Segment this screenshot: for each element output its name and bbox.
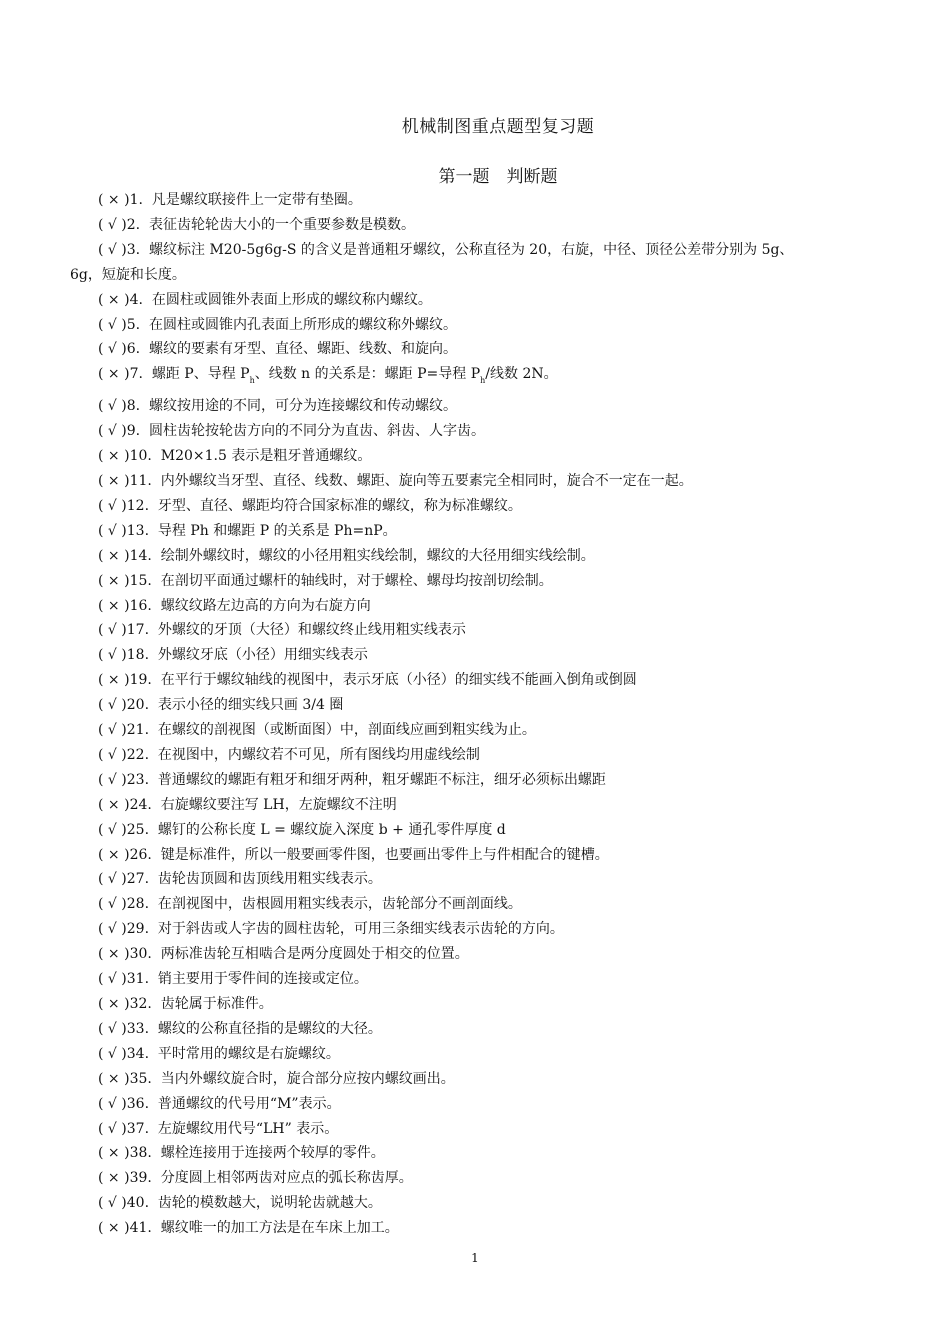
question-item xyxy=(70,867,900,892)
answer-mark: ( √ ) xyxy=(98,497,127,514)
question-number: 32. xyxy=(129,996,152,1012)
question-item xyxy=(70,288,900,313)
question-text: 齿轮的模数越大，说明轮齿就越大。 xyxy=(157,1195,382,1212)
answer-mark: ( × ) xyxy=(98,366,130,383)
question-item xyxy=(70,1191,900,1216)
question-text: 螺纹的公称直径指的是螺纹的大径。 xyxy=(157,1020,382,1037)
question-item xyxy=(70,818,900,843)
question-number: 16. xyxy=(129,597,152,614)
question-number: 28. xyxy=(126,896,150,913)
question-text: 螺钉的公称长度 L = 螺纹旋入深度 b + 通孔零件厚度 d xyxy=(157,821,506,838)
question-text: 在剖切平面通过螺杆的轴线时，对于螺栓、螺母均按剖切绘制。 xyxy=(160,572,553,589)
question-text: M20×1.5 表示是粗牙普通螺纹。 xyxy=(160,448,372,465)
question-text: 在视图中，内螺纹若不可见，所有图线均用虚线绘制 xyxy=(157,746,480,763)
question-item xyxy=(70,843,900,868)
question-text: 键是标准件，所以一般要画零件图，也要画出零件上与件相配合的键槽。 xyxy=(160,846,609,863)
question-item xyxy=(70,569,900,594)
question-text: 分度圆上相邻两齿对应点的弧长称齿厚。 xyxy=(160,1170,413,1187)
question-text: 螺距 P、导程 P xyxy=(151,366,250,383)
page-number: 1 xyxy=(471,1251,479,1265)
question-item xyxy=(70,743,900,768)
question-text: 内外螺纹当牙型、直径、线数、螺距、旋向等五要素完全相同时，旋合不一定在一起。 xyxy=(160,472,693,489)
question-item xyxy=(70,992,900,1017)
question-number: 37. xyxy=(126,1120,150,1137)
question-text: 、线数 n 的关系是：螺距 P=导程 P xyxy=(254,366,481,383)
question-text: 在螺纹的剖视图（或断面图）中，剖面线应画到粗实线为止。 xyxy=(157,722,536,739)
question-text: 表征齿轮轮齿大小的一个重要参数是模数。 xyxy=(149,216,416,233)
question-number: 19. xyxy=(129,672,152,689)
question-text: 螺纹标注 M20-5g6g-S 的含义是普通粗牙螺纹，公称直径为 20，右旋，中径、顶径公差带分别为 5g、 xyxy=(149,241,794,258)
question-text: 左旋螺纹用代号“LH” 表示。 xyxy=(157,1120,339,1137)
answer-mark: ( × ) xyxy=(98,796,130,813)
question-number: 8. xyxy=(126,398,141,415)
answer-mark: ( × ) xyxy=(98,946,130,963)
question-text: 导程 Ph 和螺距 P 的关系是 Ph=nP。 xyxy=(157,522,397,539)
question-item xyxy=(70,213,900,238)
answer-mark: ( × ) xyxy=(98,1220,130,1237)
question-number: 33. xyxy=(126,1020,150,1037)
answer-mark: ( √ ) xyxy=(98,1120,127,1137)
question-number: 1. xyxy=(129,192,143,208)
question-text-continued: 6g，短旋和长度。 xyxy=(70,266,186,283)
question-number: 41. xyxy=(129,1220,152,1237)
question-item xyxy=(70,1017,900,1042)
question-text: 螺纹纹路左边高的方向为右旋方向 xyxy=(160,597,371,614)
question-number: 27. xyxy=(126,871,150,888)
question-number: 3. xyxy=(126,241,141,258)
question-number: 9. xyxy=(126,423,141,440)
question-item xyxy=(70,594,900,619)
answer-mark: ( √ ) xyxy=(98,216,127,233)
question-item xyxy=(70,1141,900,1166)
question-number: 20. xyxy=(126,697,150,714)
question-number: 35. xyxy=(129,1070,152,1087)
question-text: 当内外螺纹旋合时，旋合部分应按内螺纹画出。 xyxy=(160,1070,455,1087)
question-text: 右旋螺纹要注写 LH，左旋螺纹不注明 xyxy=(160,796,397,813)
question-number: 40. xyxy=(126,1195,150,1212)
question-item xyxy=(70,1067,900,1092)
answer-mark: ( √ ) xyxy=(98,241,127,258)
question-number: 15. xyxy=(129,572,152,589)
answer-mark: ( √ ) xyxy=(98,871,127,888)
question-text: 牙型、直径、螺距均符合国家标准的螺纹，称为标准螺纹。 xyxy=(157,497,522,514)
question-number: 24. xyxy=(129,796,152,813)
question-number: 6. xyxy=(126,341,141,358)
question-text: 螺纹按用途的不同，可分为连接螺纹和传动螺纹。 xyxy=(149,398,458,415)
answer-mark: ( √ ) xyxy=(98,1195,127,1212)
question-item xyxy=(70,1166,900,1191)
question-item xyxy=(70,967,900,992)
question-item xyxy=(70,419,900,444)
answer-mark: ( √ ) xyxy=(98,971,127,988)
question-item xyxy=(70,337,900,362)
answer-mark: ( × ) xyxy=(98,547,130,564)
answer-mark: ( √ ) xyxy=(98,398,127,415)
question-item xyxy=(70,544,900,569)
question-item xyxy=(70,693,900,718)
question-number: 17. xyxy=(126,622,150,639)
question-item xyxy=(70,917,900,942)
question-number: 22. xyxy=(126,746,150,763)
question-number: 12. xyxy=(126,497,150,514)
question-text: 螺纹的要素有牙型、直径、螺距、线数、和旋向。 xyxy=(149,341,458,358)
question-number: 26. xyxy=(129,846,152,863)
answer-mark: ( × ) xyxy=(98,448,130,465)
answer-mark: ( × ) xyxy=(98,1070,130,1087)
question-text: 在圆柱或圆锥内孔表面上所形成的螺纹称外螺纹。 xyxy=(149,316,458,333)
question-number: 4. xyxy=(129,291,143,308)
answer-mark: ( × ) xyxy=(98,996,130,1012)
question-text: 绘制外螺纹时，螺纹的小径用粗实线绘制，螺纹的大径用细实线绘制。 xyxy=(160,547,595,564)
question-text: /线数 2N。 xyxy=(485,366,558,383)
answer-mark: ( √ ) xyxy=(98,647,127,664)
answer-mark: ( √ ) xyxy=(98,746,127,763)
answer-mark: ( × ) xyxy=(98,597,130,614)
question-text: 外螺纹的牙顶（大径）和螺纹终止线用粗实线表示 xyxy=(157,622,466,639)
question-item xyxy=(70,668,900,693)
question-number: 13. xyxy=(126,522,150,539)
answer-mark: ( √ ) xyxy=(98,1045,127,1062)
question-text: 在平行于螺纹轴线的视图中，表示牙底（小径）的细实线不能画入倒角或倒圆 xyxy=(160,672,637,689)
question-text: 普通螺纹的螺距有粗牙和细牙两种，粗牙螺距不标注，细牙必须标出螺距 xyxy=(157,771,606,788)
question-text: 对于斜齿或人字齿的圆柱齿轮，可用三条细实线表示齿轮的方向。 xyxy=(157,921,564,938)
question-text: 平时常用的螺纹是右旋螺纹。 xyxy=(157,1045,340,1062)
question-item xyxy=(70,892,900,917)
question-item xyxy=(70,494,900,519)
subscript-text: h xyxy=(249,376,255,386)
question-number: 38. xyxy=(129,1145,152,1162)
question-number: 25. xyxy=(126,821,150,838)
answer-mark: ( √ ) xyxy=(98,921,127,938)
question-number: 7. xyxy=(129,366,143,383)
answer-mark: ( √ ) xyxy=(98,821,127,838)
question-text: 齿轮属于标准件。 xyxy=(160,996,273,1012)
question-item xyxy=(70,238,900,288)
answer-mark: ( × ) xyxy=(98,1170,130,1187)
question-number: 21. xyxy=(126,722,150,739)
question-item xyxy=(70,718,900,743)
answer-mark: ( × ) xyxy=(98,672,130,689)
question-item xyxy=(70,469,900,494)
answer-mark: ( √ ) xyxy=(98,622,127,639)
answer-mark: ( × ) xyxy=(98,572,130,589)
question-number: 10. xyxy=(129,448,152,465)
judgment-question-list xyxy=(70,188,900,1241)
answer-mark: ( √ ) xyxy=(98,1095,127,1112)
answer-mark: ( × ) xyxy=(98,291,130,308)
question-number: 30. xyxy=(129,946,152,963)
answer-mark: ( √ ) xyxy=(98,896,127,913)
question-item xyxy=(70,519,900,544)
question-text: 在圆柱或圆锥外表面上形成的螺纹称内螺纹。 xyxy=(151,291,432,308)
question-text: 凡是螺纹联接件上一定带有垫圈。 xyxy=(151,192,362,208)
question-number: 31. xyxy=(126,971,150,988)
question-number: 23. xyxy=(126,771,150,788)
question-item xyxy=(70,313,900,338)
answer-mark: ( × ) xyxy=(98,1145,130,1162)
question-item xyxy=(70,362,900,394)
question-text: 外螺纹牙底（小径）用细实线表示 xyxy=(157,647,368,664)
document-title: 机械制图重点题型复习题 xyxy=(401,117,595,137)
question-text: 螺纹唯一的加工方法是在车床上加工。 xyxy=(160,1220,399,1237)
answer-mark: ( × ) xyxy=(98,192,130,208)
answer-mark: ( √ ) xyxy=(98,1020,127,1037)
question-item xyxy=(70,188,900,213)
question-number: 29. xyxy=(126,921,150,938)
question-item xyxy=(70,1117,900,1142)
answer-mark: ( × ) xyxy=(98,846,130,863)
question-text: 销主要用于零件间的连接或定位。 xyxy=(157,971,368,988)
question-text: 表示小径的细实线只画 3/4 圈 xyxy=(157,697,344,714)
question-text: 普通螺纹的代号用“M”表示。 xyxy=(157,1095,341,1112)
question-text: 螺栓连接用于连接两个较厚的零件。 xyxy=(160,1145,385,1162)
question-number: 36. xyxy=(126,1095,150,1112)
question-number: 39. xyxy=(129,1170,152,1187)
question-item xyxy=(70,1042,900,1067)
question-item xyxy=(70,793,900,818)
question-number: 11. xyxy=(129,472,152,489)
question-item xyxy=(70,942,900,967)
question-text: 圆柱齿轮按轮齿方向的不同分为直齿、斜齿、人字齿。 xyxy=(149,423,486,440)
answer-mark: ( √ ) xyxy=(98,722,127,739)
question-item xyxy=(70,768,900,793)
question-item xyxy=(70,1092,900,1117)
answer-mark: ( √ ) xyxy=(98,771,127,788)
answer-mark: ( × ) xyxy=(98,472,130,489)
answer-mark: ( √ ) xyxy=(98,341,127,358)
question-number: 5. xyxy=(126,316,141,333)
question-text: 两标准齿轮互相啮合是两分度圆处于相交的位置。 xyxy=(160,946,469,963)
answer-mark: ( √ ) xyxy=(98,423,127,440)
question-text: 在剖视图中，齿根圆用粗实线表示，齿轮部分不画剖面线。 xyxy=(157,896,522,913)
answer-mark: ( √ ) xyxy=(98,697,127,714)
question-item xyxy=(70,394,900,419)
subscript-text: h xyxy=(480,376,486,386)
question-number: 18. xyxy=(126,647,150,664)
answer-mark: ( √ ) xyxy=(98,316,127,333)
question-item xyxy=(70,618,900,643)
question-text: 齿轮齿顶圆和齿顶线用粗实线表示。 xyxy=(157,871,382,888)
question-item xyxy=(70,1216,900,1241)
question-number: 34. xyxy=(126,1045,150,1062)
question-number: 14. xyxy=(129,547,152,564)
section-title: 第一题 判断题 xyxy=(438,167,558,187)
answer-mark: ( √ ) xyxy=(98,522,127,539)
question-item xyxy=(70,643,900,668)
question-item xyxy=(70,444,900,469)
question-number: 2. xyxy=(126,216,141,233)
